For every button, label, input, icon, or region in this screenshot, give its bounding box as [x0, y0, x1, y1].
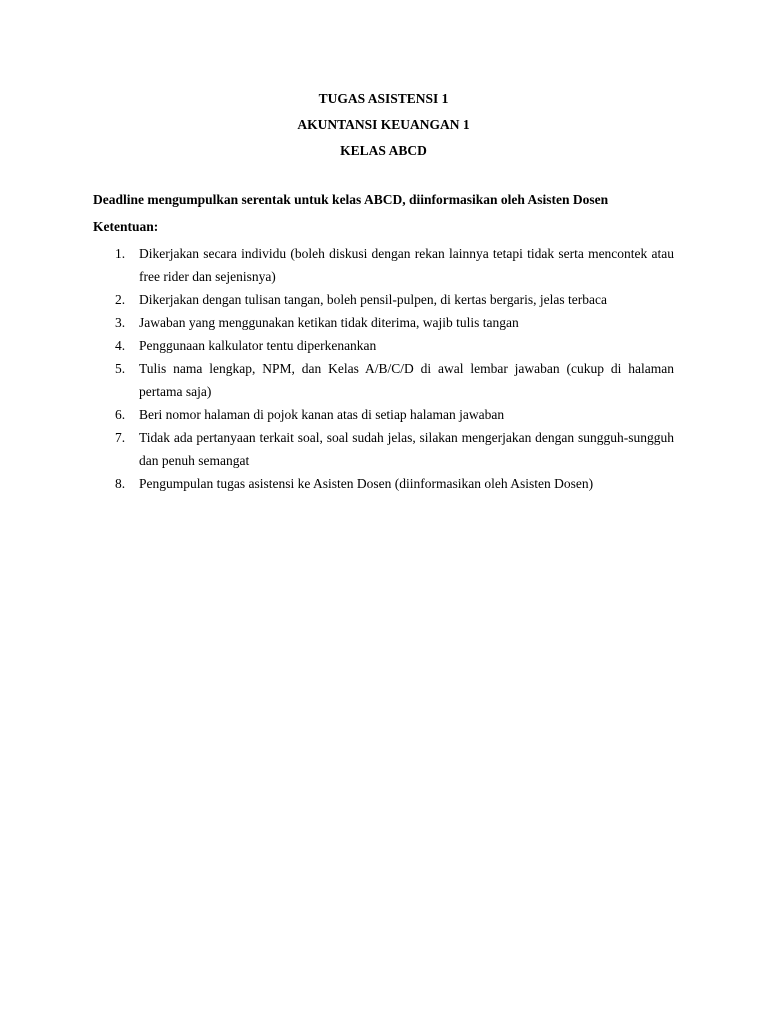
list-item-text: Beri nomor halaman di pojok kanan atas di setiap halaman jawaban: [139, 407, 505, 422]
list-item-text: Dikerjakan dengan tulisan tangan, boleh pensil-pulpen, di kertas bergaris, jelas terbaca: [139, 292, 607, 307]
list-item-number: 5.: [115, 361, 126, 376]
list-item: [93, 403, 674, 426]
list-item: [93, 311, 674, 334]
list-item-number: 1.: [115, 246, 126, 261]
list-item: [93, 357, 674, 403]
title-line-assignment: TUGAS ASISTENSI 1: [318, 91, 449, 106]
list-item-number: 8.: [115, 476, 126, 491]
list-item: [93, 242, 674, 288]
list-item: [93, 472, 674, 495]
list-item-number: 2.: [115, 292, 126, 307]
list-item-number: 3.: [115, 315, 126, 330]
title-line-course: AKUNTANSI KEUANGAN 1: [297, 117, 470, 132]
list-item-text: Tidak ada pertanyaan terkait soal, soal sudah jelas, silakan mengerjakan dengan sungguh-sungguh dan penuh semangat: [139, 430, 674, 468]
list-item-text: Penggunaan kalkulator tentu diperkenankan: [139, 338, 377, 353]
list-item-text: Tulis nama lengkap, NPM, dan Kelas A/B/C/D di awal lembar jawaban (cukup di halaman pertama saja): [139, 361, 674, 399]
list-item: [93, 288, 674, 311]
rules-heading: Ketentuan:: [93, 219, 159, 234]
list-item-text: Pengumpulan tugas asistensi ke Asisten Dosen (diinformasikan oleh Asisten Dosen): [139, 476, 594, 491]
list-item-text: Jawaban yang menggunakan ketikan tidak diterima, wajib tulis tangan: [139, 315, 519, 330]
document-title: [93, 86, 674, 164]
list-item: [93, 426, 674, 472]
list-item: [93, 334, 674, 357]
list-item-number: 6.: [115, 407, 126, 422]
list-item-text: Dikerjakan secara individu (boleh diskusi dengan rekan lainnya tetapi tidak serta mencontek atau free rider dan sejenisnya): [139, 246, 674, 284]
list-item-number: 4.: [115, 338, 126, 353]
list-item-number: 7.: [115, 430, 126, 445]
rules-list: [93, 242, 674, 495]
deadline-notice: Deadline mengumpulkan serentak untuk kelas ABCD, diinformasikan oleh Asisten Dosen: [93, 192, 609, 207]
title-line-class: KELAS ABCD: [340, 143, 427, 158]
